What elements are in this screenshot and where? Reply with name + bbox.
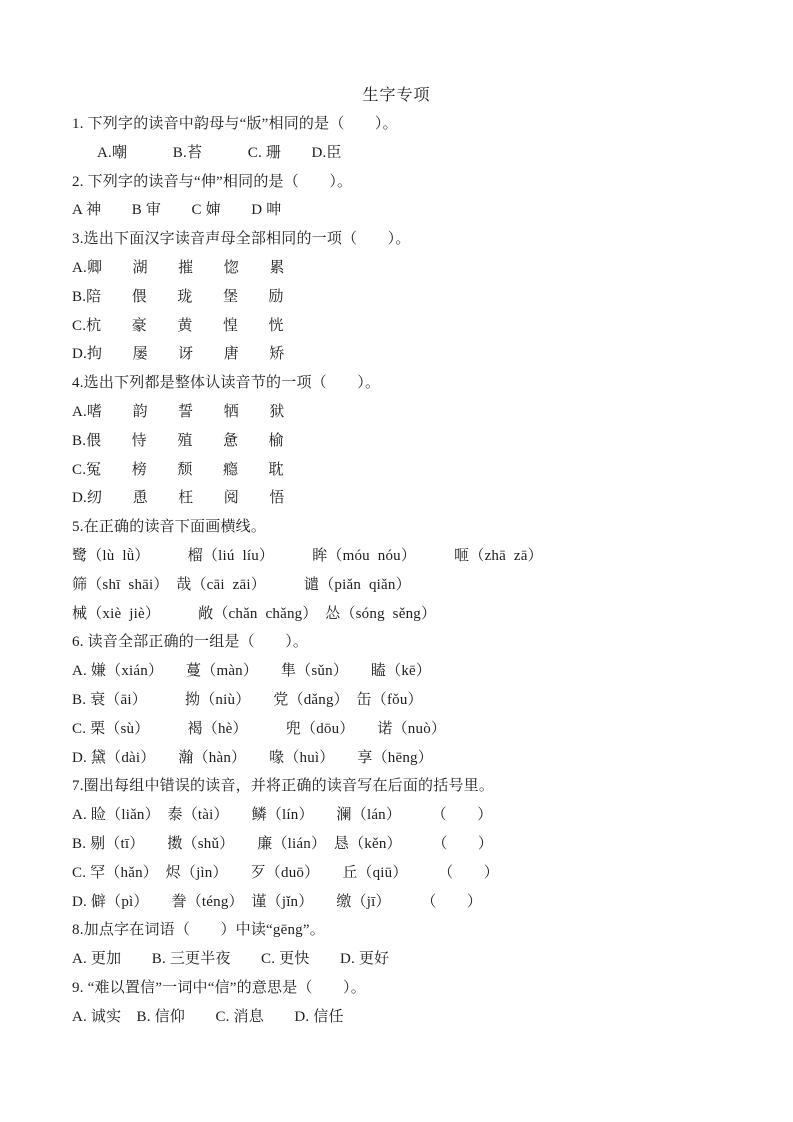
question-4-option-d: D.纫 恿 枉 阅 悟 <box>72 490 285 507</box>
question-9-stem: 9. “难以置信”一词中“信”的意思是（ ）。 <box>72 979 366 996</box>
question-8-stem: 8.加点字在词语（ ）中读“gēng”。 <box>72 922 325 939</box>
question-4-option-b: B.偎 恃 殖 惫 榆 <box>72 432 284 449</box>
question-3-option-b: B.陪 偎 珑 堡 励 <box>72 288 284 305</box>
question-7-option-a: A. 睑（liǎn） 泰（tài） 鳞（lín） 澜（lán） （ ） <box>72 807 493 824</box>
question-5-stem: 5.在正确的读音下面画横线。 <box>72 519 267 536</box>
page-title: 生字专项 <box>362 87 431 104</box>
question-4-stem: 4.选出下列都是整体认读音节的一项（ ）。 <box>72 375 381 392</box>
question-7-stem: 7.圈出每组中错误的读音，并将正确的读音写在后面的括号里。 <box>72 778 495 795</box>
question-1-stem: 1. 下列字的读音中韵母与“版”相同的是（ ）。 <box>72 116 398 132</box>
question-3-stem: 3.选出下面汉字读音声母全部相同的一项（ ）。 <box>72 231 411 248</box>
question-3-option-d: D.拘 屡 讶 唐 矫 <box>72 346 285 363</box>
question-5-row-1: 鹭（lù lǜ） 榴（liú líu） 眸（móu nóu） 咂（zhā zā） <box>72 547 543 564</box>
question-2-stem: 2. 下列字的读音与“伸”相同的是（ ）。 <box>72 173 353 190</box>
question-7-option-b: B. 剔（tī） 擞（shǔ） 廉（lián） 恳（kěn） （ ） <box>72 835 494 852</box>
question-1-options: A.嘲 B.苔 C. 珊 D.臣 <box>97 144 342 161</box>
question-9-options: A. 诚实 B. 信仰 C. 消息 D. 信任 <box>72 1008 344 1025</box>
question-2-options: A 神 B 审 C 婶 D 呻 <box>72 202 282 219</box>
question-6-option-a: A. 嫌（xián） 蔓（màn） 隼（sǔn） 瞌（kē） <box>72 663 432 680</box>
question-5-row-3: 械（xiè jiè） 敞（chǎn chǎng） 怂（sóng sěng） <box>72 605 437 622</box>
question-6-option-b: B. 衰（āi） 拗（niù） 党（dǎng） 缶（fǒu） <box>72 691 423 708</box>
question-3-option-c: C.杭 豪 黄 惶 恍 <box>72 317 284 334</box>
question-4-option-a: A.嗜 韵 誓 牺 狱 <box>72 403 285 420</box>
question-7-option-c: C. 罕（hǎn） 烬（jìn） 歹（duō） 丘（qiū） （ ） <box>72 864 499 881</box>
question-6-option-c: C. 栗（sù） 褐（hè） 兜（dōu） 诺（nuò） <box>72 720 447 737</box>
question-6-stem: 6. 读音全部正确的一组是（ ）。 <box>72 634 309 651</box>
question-5-row-2: 筛（shī shāi） 哉（cāi zāi） 谴（piǎn qiǎn） <box>72 576 411 593</box>
question-8-options: A. 更加 B. 三更半夜 C. 更快 D. 更好 <box>72 951 390 968</box>
question-6-option-d: D. 黛（dài） 瀚（hàn） 喙（huì） 享（hēng） <box>72 749 433 766</box>
question-3-option-a: A.卿 湖 摧 惚 累 <box>72 259 285 276</box>
question-4-option-c: C.冤 榜 颓 瘾 耽 <box>72 461 284 478</box>
question-7-option-d: D. 僻（pì） 誊（téng） 谨（jǐn） 缴（jī） （ ） <box>72 893 483 910</box>
